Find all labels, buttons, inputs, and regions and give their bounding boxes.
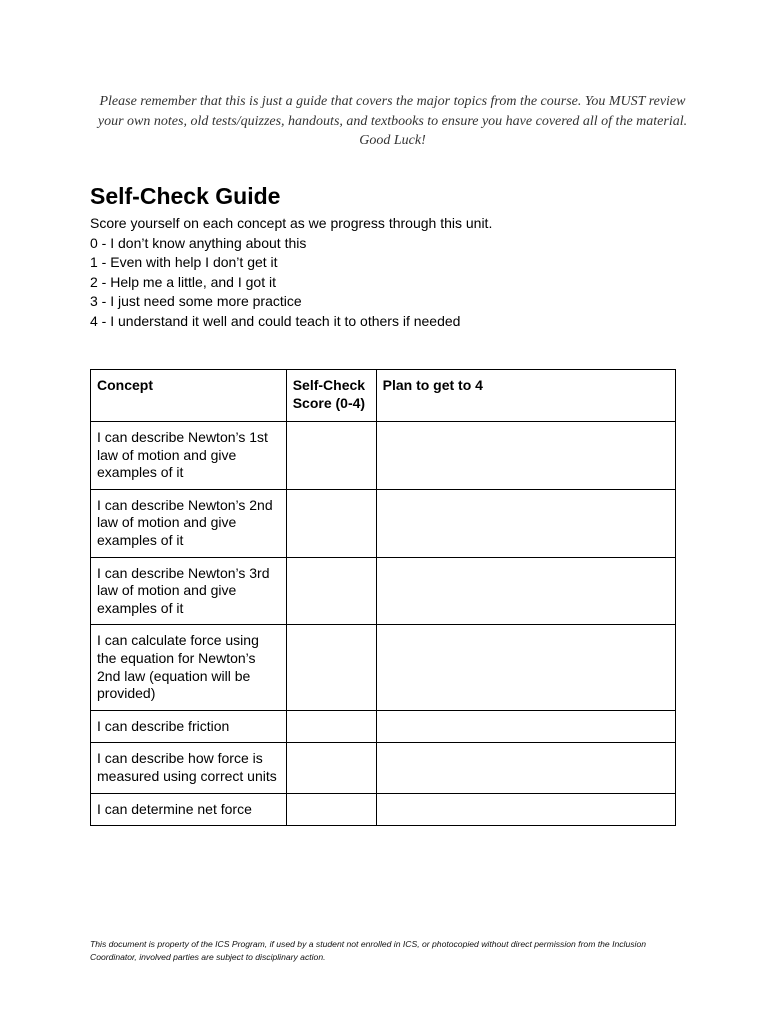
concept-cell: I can calculate force using the equation for Newton’s 2nd law (equation will be provided) — [91, 625, 287, 710]
plan-cell[interactable] — [376, 625, 675, 710]
score-cell[interactable] — [286, 557, 376, 625]
table-row — [91, 557, 676, 625]
header-plan: Plan to get to 4 — [376, 370, 675, 422]
intro-note-line-2: your own notes, old tests/quizzes, handouts, and textbooks to ensure you have covered all of the material. — [97, 113, 688, 129]
intro-note-line-1: Please remember that this is just a guide that covers the major topics from the course. You MUST review — [99, 94, 686, 109]
footer-line-2: Coordinator, involved parties are subject to disciplinary action. — [90, 952, 326, 962]
page-title: Self-Check Guide — [90, 183, 281, 209]
concept-cell: I can describe how force is measured using correct units — [91, 743, 287, 793]
scale-item-1: 1 - Even with help I don’t get it — [90, 254, 278, 271]
concept-cell: I can determine net force — [91, 793, 287, 826]
concept-cell: I can describe Newton’s 2nd law of motion and give examples of it — [91, 489, 287, 557]
scale-item-3: 3 - I just need some more practice — [90, 293, 302, 310]
table-row — [91, 625, 676, 710]
plan-cell[interactable] — [376, 422, 675, 490]
table-row — [91, 422, 676, 490]
table-header-row — [91, 370, 676, 422]
instructions — [90, 214, 690, 332]
table-row — [91, 793, 676, 826]
table-row — [91, 710, 676, 743]
plan-cell[interactable] — [376, 793, 675, 826]
score-cell[interactable] — [286, 625, 376, 710]
header-score-line-2: Score (0-4) — [292, 394, 366, 411]
instructions-intro: Score yourself on each concept as we progress through this unit. — [90, 215, 493, 231]
table-row — [91, 489, 676, 557]
concept-cell: I can describe friction — [91, 710, 287, 743]
concept-cell: I can describe Newton’s 3rd law of motion and give examples of it — [91, 557, 287, 625]
self-check-table — [90, 369, 676, 826]
plan-cell[interactable] — [376, 489, 675, 557]
footer-line-1: This document is property of the ICS Program, if used by a student not enrolled in ICS, or photocopied without direct permission from the Inclusion — [90, 939, 647, 949]
concept-cell: I can describe Newton’s 1st law of motion and give examples of it — [91, 422, 287, 490]
footer-disclaimer — [90, 938, 680, 964]
scale-item-2: 2 - Help me a little, and I got it — [90, 273, 276, 290]
intro-note — [95, 92, 690, 151]
score-cell[interactable] — [286, 743, 376, 793]
plan-cell[interactable] — [376, 743, 675, 793]
header-score — [286, 370, 376, 422]
scale-item-0: 0 - I don’t know anything about this — [90, 234, 307, 251]
table-row — [91, 743, 676, 793]
plan-cell[interactable] — [376, 557, 675, 625]
intro-note-line-3: Good Luck! — [359, 133, 426, 148]
score-cell[interactable] — [286, 710, 376, 743]
header-concept: Concept — [91, 370, 287, 422]
plan-cell[interactable] — [376, 710, 675, 743]
score-cell[interactable] — [286, 793, 376, 826]
scale-item-4: 4 - I understand it well and could teach it to others if needed — [90, 312, 461, 329]
score-cell[interactable] — [286, 422, 376, 490]
header-score-line-1: Self-Check — [292, 377, 366, 393]
score-cell[interactable] — [286, 489, 376, 557]
